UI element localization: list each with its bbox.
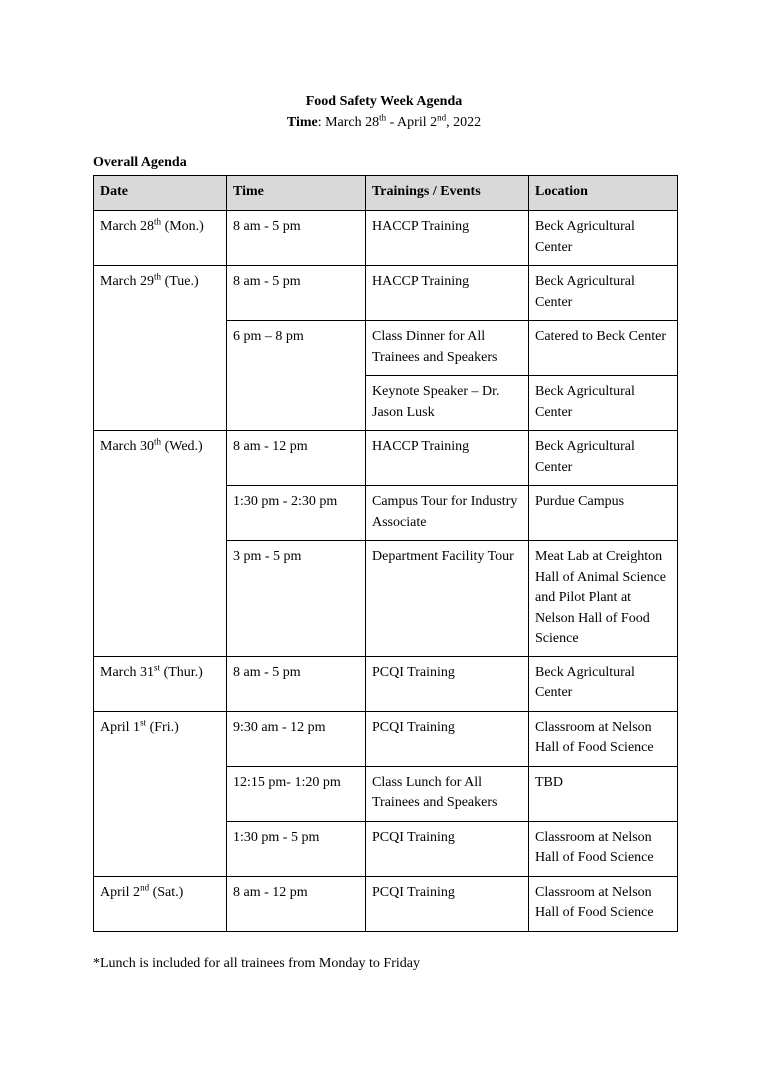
date-text: April 2 (100, 884, 141, 900)
event-cell: PCQI Training (366, 821, 529, 876)
date-suffix: nd (140, 881, 150, 892)
time-cell: 6 pm – 8 pm (227, 321, 366, 431)
event-cell: PCQI Training (366, 876, 529, 931)
date-range-start-suffix: th (379, 112, 387, 123)
date-suffix: th (154, 436, 162, 447)
time-cell: 9:30 am - 12 pm (227, 711, 366, 766)
location-cell: Meat Lab at Creighton Hall of Animal Science and Pilot Plant at Nelson Hall of Food Science (529, 541, 678, 657)
date-cell (94, 266, 227, 431)
weekday-text: (Tue.) (161, 274, 199, 289)
weekday-text: (Fri.) (146, 719, 179, 735)
location-cell: Beck Agricultural Center (529, 431, 678, 486)
time-cell: 3 pm - 5 pm (227, 541, 366, 657)
weekday-text: (Thur.) (160, 664, 203, 680)
table-row (94, 211, 678, 266)
time-label: Time (286, 115, 318, 130)
location-cell: Beck Agricultural Center (529, 376, 678, 431)
time-cell: 12:15 pm- 1:20 pm (227, 766, 366, 821)
header-location: Location (529, 176, 678, 211)
time-cell: 1:30 pm - 5 pm (227, 821, 366, 876)
date-range-end-suffix: nd (437, 112, 447, 123)
date-text: April 1 (100, 719, 141, 735)
location-cell: Classroom at Nelson Hall of Food Science (529, 711, 678, 766)
event-cell: PCQI Training (366, 656, 529, 711)
table-row (94, 266, 678, 321)
document-title: Food Safety Week Agenda (305, 94, 463, 109)
location-cell: Beck Agricultural Center (529, 211, 678, 266)
location-cell: Beck Agricultural Center (529, 656, 678, 711)
date-suffix: st (140, 716, 147, 727)
agenda-table (93, 175, 678, 932)
header-time: Time (227, 176, 366, 211)
time-cell: 8 am - 5 pm (227, 266, 366, 321)
footnote: *Lunch is included for all trainees from Monday to Friday (93, 956, 420, 971)
date-suffix: th (154, 271, 162, 282)
location-cell: TBD (529, 766, 678, 821)
date-text: March 31 (100, 664, 155, 680)
weekday-text: (Sat.) (149, 884, 184, 900)
section-heading: Overall Agenda (93, 155, 187, 170)
event-cell: Keynote Speaker – Dr. Jason Lusk (366, 376, 529, 431)
event-cell: PCQI Training (366, 711, 529, 766)
event-cell: Campus Tour for Industry Associate (366, 486, 529, 541)
date-suffix: th (154, 216, 162, 227)
date-cell (94, 711, 227, 876)
date-text: March 29 (100, 274, 155, 289)
location-cell: Catered to Beck Center (529, 321, 678, 376)
date-range-line (0, 114, 768, 132)
header-event: Trainings / Events (366, 176, 529, 211)
date-range-start: : March 28 (317, 115, 380, 130)
location-cell: Purdue Campus (529, 486, 678, 541)
event-cell: HACCP Training (366, 431, 529, 486)
time-cell: 8 am - 12 pm (227, 876, 366, 931)
table-row (94, 876, 678, 931)
date-range-mid: - April 2 (386, 115, 438, 130)
time-cell: 8 am - 5 pm (227, 211, 366, 266)
table-row (94, 711, 678, 766)
table-row (94, 431, 678, 486)
event-cell: HACCP Training (366, 211, 529, 266)
header-date: Date (94, 176, 227, 211)
date-suffix: st (154, 661, 161, 672)
weekday-text: (Wed.) (161, 439, 203, 454)
table-row (94, 656, 678, 711)
date-text: March 28 (100, 219, 155, 234)
date-cell (94, 656, 227, 711)
table-header-row (94, 176, 678, 211)
location-cell: Classroom at Nelson Hall of Food Science (529, 821, 678, 876)
event-cell: Class Dinner for All Trainees and Speakers (366, 321, 529, 376)
time-cell: 8 am - 5 pm (227, 656, 366, 711)
date-range-year: , 2022 (446, 115, 482, 130)
time-cell: 8 am - 12 pm (227, 431, 366, 486)
event-cell: Class Lunch for All Trainees and Speakers (366, 766, 529, 821)
event-cell: Department Facility Tour (366, 541, 529, 657)
date-cell (94, 431, 227, 657)
location-cell: Beck Agricultural Center (529, 266, 678, 321)
date-cell (94, 876, 227, 931)
time-cell: 1:30 pm - 2:30 pm (227, 486, 366, 541)
event-cell: HACCP Training (366, 266, 529, 321)
date-cell (94, 211, 227, 266)
date-text: March 30 (100, 439, 155, 454)
location-cell: Classroom at Nelson Hall of Food Science (529, 876, 678, 931)
weekday-text: (Mon.) (161, 219, 204, 234)
